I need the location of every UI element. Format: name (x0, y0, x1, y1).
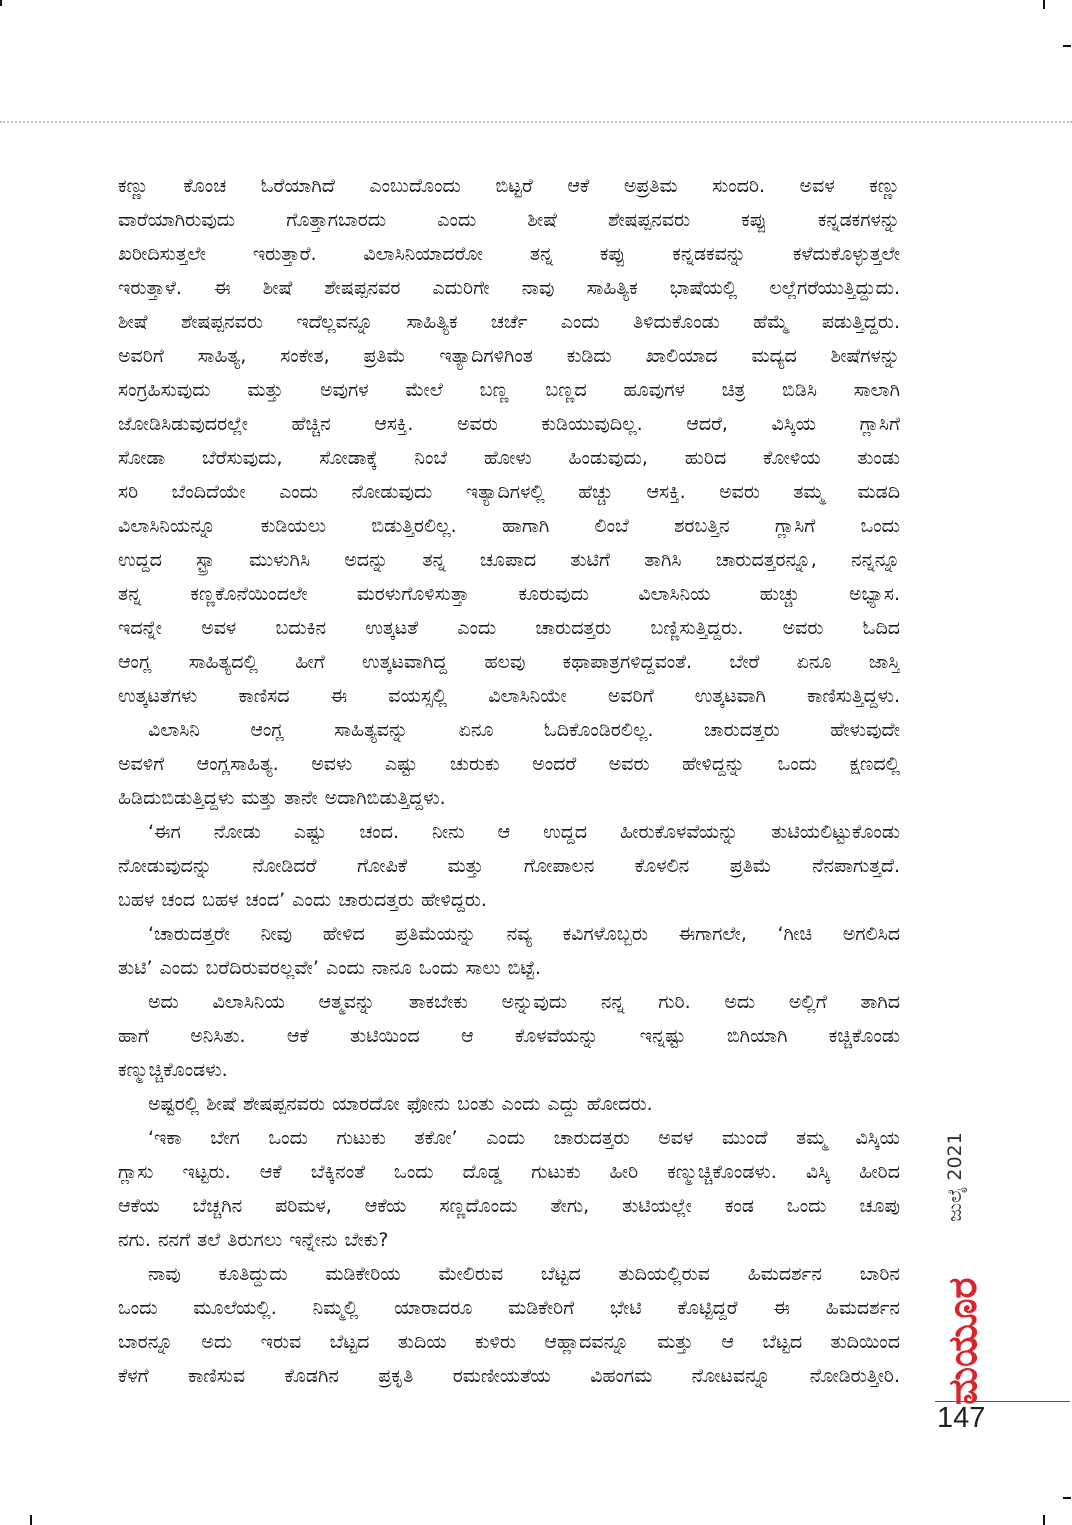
paragraph (118, 985, 900, 1087)
crop-mark-bottom-right-vertical (1043, 1515, 1045, 1525)
paragraph (118, 815, 900, 917)
crop-mark-bottom-right-horizontal (1063, 1497, 1071, 1499)
text-line: ಅವರಿಗೆ ಸಾಹಿತ್ಯ, ಸಂಕೇತ, ಪ್ರತಿಮೆ ಇತ್ಯಾದಿಗಳಿಗಿಂತ ಕುಡಿದು ಖಾಲಿಯಾದ ಮದ್ಯದ ಶೀಷೆಗಳನ್ನು (118, 345, 900, 367)
text-line: ಕಣ್ಮುಚ್ಚಿಕೊಂಡಳು. (118, 1059, 228, 1081)
paragraph (118, 1257, 900, 1393)
text-line: ‘ಈಗ ನೋಡು ಎಷ್ಟು ಚಂದ. ನೀನು ಆ ಉದ್ದದ ಹೀರುಕೊಳವೆಯನ್ನು ತುಟಿಯಲಿಟ್ಟುಕೊಂಡು (148, 821, 900, 843)
magazine-logo: ಮಯೂರ (940, 1277, 986, 1405)
paragraph (118, 917, 900, 985)
paragraph (118, 1121, 900, 1257)
text-line: ಆಕೆಯ ಬೆಚ್ಚಗಿನ ಪರಿಮಳ, ಆಕೆಯ ಸಣ್ಣದೊಂದು ತೇಗು, ತುಟಿಯಲ್ಲೇ ಕಂಡ ಒಂದು ಚೂಪು (118, 1195, 900, 1217)
crop-mark-top-right-horizontal (1063, 45, 1071, 47)
article-body (118, 169, 900, 1393)
text-line: ಅದು ವಿಲಾಸಿನಿಯ ಆತ್ಮವನ್ನು ತಾಕಬೇಕು ಅನ್ನುವುದು ನನ್ನ ಗುರಿ. ಅದು ಅಲ್ಲಿಗೆ ತಾಗಿದ (148, 991, 900, 1013)
text-line: ಕಣ್ಣು ಕೊಂಚ ಓರೆಯಾಗಿದೆ ಎಂಬುದೊಂದು ಬಿಟ್ಟರೆ ಆಕೆ ಅಪ್ರತಿಮ ಸುಂದರಿ. ಅವಳ ಕಣ್ಣು (118, 175, 900, 197)
text-line: ಹಾಗೆ ಅನಿಸಿತು. ಆಕೆ ತುಟಿಯಿಂದ ಆ ಕೊಳವೆಯನ್ನು ಇನ್ನಷ್ಟು ಬಿಗಿಯಾಗಿ ಕಚ್ಚಿಕೊಂಡು (118, 1025, 900, 1047)
text-line: ‘ಇಕಾ ಬೇಗ ಒಂದು ಗುಟುಕು ತಕೋ’ ಎಂದು ಚಾರುದತ್ತರು ಅವಳ ಮುಂದೆ ತಮ್ಮ ವಿಸ್ಕಿಯ (148, 1127, 900, 1149)
text-line: ಬಾರನ್ನೂ ಅದು ಇರುವ ಬೆಟ್ಟದ ತುದಿಯ ಕುಳಿರು ಆಹ್ಲಾದವನ್ನೂ ಮತ್ತು ಆ ಬೆಟ್ಟದ ತುದಿಯಿಂದ (118, 1331, 900, 1353)
text-line: ವಿಲಾಸಿನಿ ಆಂಗ್ಲ ಸಾಹಿತ್ಯವನ್ನು ಏನೂ ಓದಿಕೊಂಡಿರಲಿಲ್ಲ. ಚಾರುದತ್ತರು ಹೇಳುವುದೇ (148, 719, 900, 741)
issue-date: ಜುಲೈ 2021 (944, 1132, 966, 1222)
text-line: ಅಷ್ಟರಲ್ಲಿ ಶೀಷೆ ಶೇಷಪ್ಪನವರು ಯಾರದೋ ಫೋನು ಬಂತು ಎಂದು ಎದ್ದು ಹೋದರು. (148, 1093, 653, 1115)
page-number: 147 (937, 1402, 986, 1434)
text-line: ನೋಡುವುದನ್ನು ನೋಡಿದರೆ ಗೋಪಿಕೆ ಮತ್ತು ಗೋಪಾಲನ ಕೊಳಲಿನ ಪ್ರತಿಮೆ ನೆನಪಾಗುತ್ತದೆ. (118, 855, 900, 877)
text-line: ಉದ್ದದ ಸ್ಟ್ರಾ ಮುಳುಗಿಸಿ ಅದನ್ನು ತನ್ನ ಚೂಪಾದ ತುಟಿಗೆ ತಾಗಿಸಿ ಚಾರುದತ್ತರನ್ನೂ, ನನ್ನನ್ನೂ (118, 549, 900, 571)
text-line: ಸಂಗ್ರಹಿಸುವುದು ಮತ್ತು ಅವುಗಳ ಮೇಲೆ ಬಣ್ಣ ಬಣ್ಣದ ಹೂವುಗಳ ಚಿತ್ರ ಬಿಡಿಸಿ ಸಾಲಾಗಿ (118, 379, 900, 401)
paragraph (118, 1087, 900, 1121)
text-line: ಅವಳಿಗೆ ಆಂಗ್ಲಸಾಹಿತ್ಯ. ಅವಳು ಎಷ್ಟು ಚುರುಕು ಅಂದರೆ ಅವರು ಹೇಳಿದ್ದನ್ನು ಒಂದು ಕ್ಷಣದಲ್ಲಿ (118, 753, 900, 775)
crop-mark-top-left (0, 0, 2, 6)
text-line: ‘ಚಾರುದತ್ತರೇ ನೀವು ಹೇಳಿದ ಪ್ರತಿಮೆಯನ್ನು ನವ್ಯ ಕವಿಗಳೊಬ್ಬರು ಈಗಾಗಲೇ, ‘ಗೀಚಿ ಅಗಲಿಸಿದ (148, 923, 900, 945)
header-dotted-rule (0, 121, 1072, 123)
text-line: ತುಟಿ’ ಎಂದು ಬರೆದಿರುವರಲ್ಲವೇ’ ಎಂದು ನಾನೂ ಒಂದು ಸಾಲು ಬಿಟ್ಟೆ. (118, 957, 542, 979)
text-line: ವಾರೆಯಾಗಿರುವುದು ಗೊತ್ತಾಗಬಾರದು ಎಂದು ಶೀಷೆ ಶೇಷಪ್ಪನವರು ಕಪ್ಪು ಕನ್ನಡಕಗಳನ್ನು (118, 209, 900, 231)
text-line: ಖರೀದಿಸುತ್ತಲೇ ಇರುತ್ತಾರೆ. ವಿಲಾಸಿನಿಯಾದರೋ ತನ್ನ ಕಪ್ಪು ಕನ್ನಡಕವನ್ನು ಕಳೆದುಕೊಳ್ಳುತ್ತಲೇ (118, 243, 900, 265)
text-line: ಇದನ್ನೇ ಅವಳ ಬದುಕಿನ ಉತ್ಕಟತೆ ಎಂದು ಚಾರುದತ್ತರು ಬಣ್ಣಿಸುತ್ತಿದ್ದರು. ಅವರು ಓದಿದ (118, 617, 900, 639)
text-line: ಬಹಳ ಚಂದ ಬಹಳ ಚಂದ’ ಎಂದು ಚಾರುದತ್ತರು ಹೇಳಿದ್ದರು. (118, 889, 487, 911)
text-line: ಸೋಡಾ ಬೆರೆಸುವುದು, ಸೋಡಾಕ್ಕೆ ನಿಂಬೆ ಹೋಳು ಹಿಂಡುವುದು, ಹುರಿದ ಕೋಳಿಯ ತುಂಡು (118, 447, 900, 469)
text-line: ತನ್ನ ಕಣ್ಣಕೊನೆಯಿಂದಲೇ ಮರಳುಗೊಳಿಸುತ್ತಾ ಕೂರುವುದು ವಿಲಾಸಿನಿಯ ಹುಚ್ಚು ಅಭ್ಯಾಸ. (118, 583, 900, 605)
text-line: ಜೋಡಿಸಿಡುವುದರಲ್ಲೇ ಹೆಚ್ಚಿನ ಆಸಕ್ತಿ. ಅವರು ಕುಡಿಯುವುದಿಲ್ಲ. ಆದರೆ, ವಿಸ್ಕಿಯ ಗ್ಲಾಸಿಗೆ (118, 413, 900, 435)
text-line: ಶೀಷೆ ಶೇಷಪ್ಪನವರು ಇದೆಲ್ಲವನ್ನೂ ಸಾಹಿತ್ಯಿಕ ಚರ್ಚೆ ಎಂದು ತಿಳಿದುಕೊಂಡು ಹೆಮ್ಮೆ ಪಡುತ್ತಿದ್ದರು. (118, 311, 900, 333)
paragraph (118, 713, 900, 815)
text-line: ಕೆಳಗೆ ಕಾಣಿಸುವ ಕೊಡಗಿನ ಪ್ರಕೃತಿ ರಮಣೀಯತೆಯ ವಿಹಂಗಮ ನೋಟವನ್ನೂ ನೋಡಿರುತ್ತೀರಿ. (118, 1365, 900, 1387)
text-line: ಇರುತ್ತಾಳೆ. ಈ ಶೀಷೆ ಶೇಷಪ್ಪನವರ ಎದುರಿಗೇ ನಾವು ಸಾಹಿತ್ಯಿಕ ಭಾಷೆಯಲ್ಲಿ ಲಲ್ಲೆಗರೆಯುತ್ತಿದ್ದುದು. (118, 277, 900, 299)
text-line: ಒಂದು ಮೂಲೆಯಲ್ಲಿ. ನಿಮ್ಮಲ್ಲಿ ಯಾರಾದರೂ ಮಡಿಕೇರಿಗೆ ಭೇಟಿ ಕೊಟ್ಟಿದ್ದರೆ ಈ ಹಿಮದರ್ಶನ (118, 1297, 900, 1319)
crop-mark-bottom-left-vertical (30, 1515, 32, 1525)
text-line: ವಿಲಾಸಿನಿಯನ್ನೂ ಕುಡಿಯಲು ಬಿಡುತ್ತಿರಲಿಲ್ಲ. ಹಾಗಾಗಿ ಲಿಂಬೆ ಶರಬತ್ತಿನ ಗ್ಲಾಸಿಗೆ ಒಂದು (118, 515, 900, 537)
text-line: ನಾವು ಕೂತಿದ್ದುದು ಮಡಿಕೇರಿಯ ಮೇಲಿರುವ ಬೆಟ್ಟದ ತುದಿಯಲ್ಲಿರುವ ಹಿಮದರ್ಶನ ಬಾರಿನ (148, 1263, 900, 1285)
text-line: ಆಂಗ್ಲ ಸಾಹಿತ್ಯದಲ್ಲಿ ಹೀಗೆ ಉತ್ಕಟವಾಗಿದ್ದ ಹಲವು ಕಥಾಪಾತ್ರಗಳಿದ್ದವಂತೆ. ಬೇರೆ ಏನೂ ಜಾಸ್ತಿ (118, 651, 900, 673)
text-line: ಹಿಡಿದುಬಿಡುತ್ತಿದ್ದಳು ಮತ್ತು ತಾನೇ ಅದಾಗಿಬಿಡುತ್ತಿದ್ದಳು. (118, 787, 446, 809)
crop-mark-top-right-vertical (1043, 0, 1045, 9)
text-line: ನಗು. ನನಗೆ ತಲೆ ತಿರುಗಲು ಇನ್ನೇನು ಬೇಕು? (118, 1229, 389, 1251)
text-line: ಸರಿ ಬೆಂದಿದೆಯೇ ಎಂದು ನೋಡುವುದು ಇತ್ಯಾದಿಗಳಲ್ಲಿ ಹೆಚ್ಚು ಆಸಕ್ತಿ. ಅವರು ತಮ್ಮ ಮಡದಿ (118, 481, 900, 503)
paragraph (118, 169, 900, 713)
text-line: ಗ್ಲಾಸು ಇಟ್ಟರು. ಆಕೆ ಬೆಕ್ಕಿನಂತೆ ಒಂದು ದೊಡ್ಡ ಗುಟುಕು ಹೀರಿ ಕಣ್ಮುಚ್ಚಿಕೊಂಡಳು. ವಿಸ್ಕಿ ಹೀರಿದ (118, 1161, 900, 1183)
text-line: ಉತ್ಕಟತೆಗಳು ಕಾಣಿಸದ ಈ ವಯಸ್ಸಲ್ಲಿ ವಿಲಾಸಿನಿಯೇ ಅವರಿಗೆ ಉತ್ಕಟವಾಗಿ ಕಾಣಿಸುತ್ತಿದ್ದಳು. (118, 685, 900, 707)
